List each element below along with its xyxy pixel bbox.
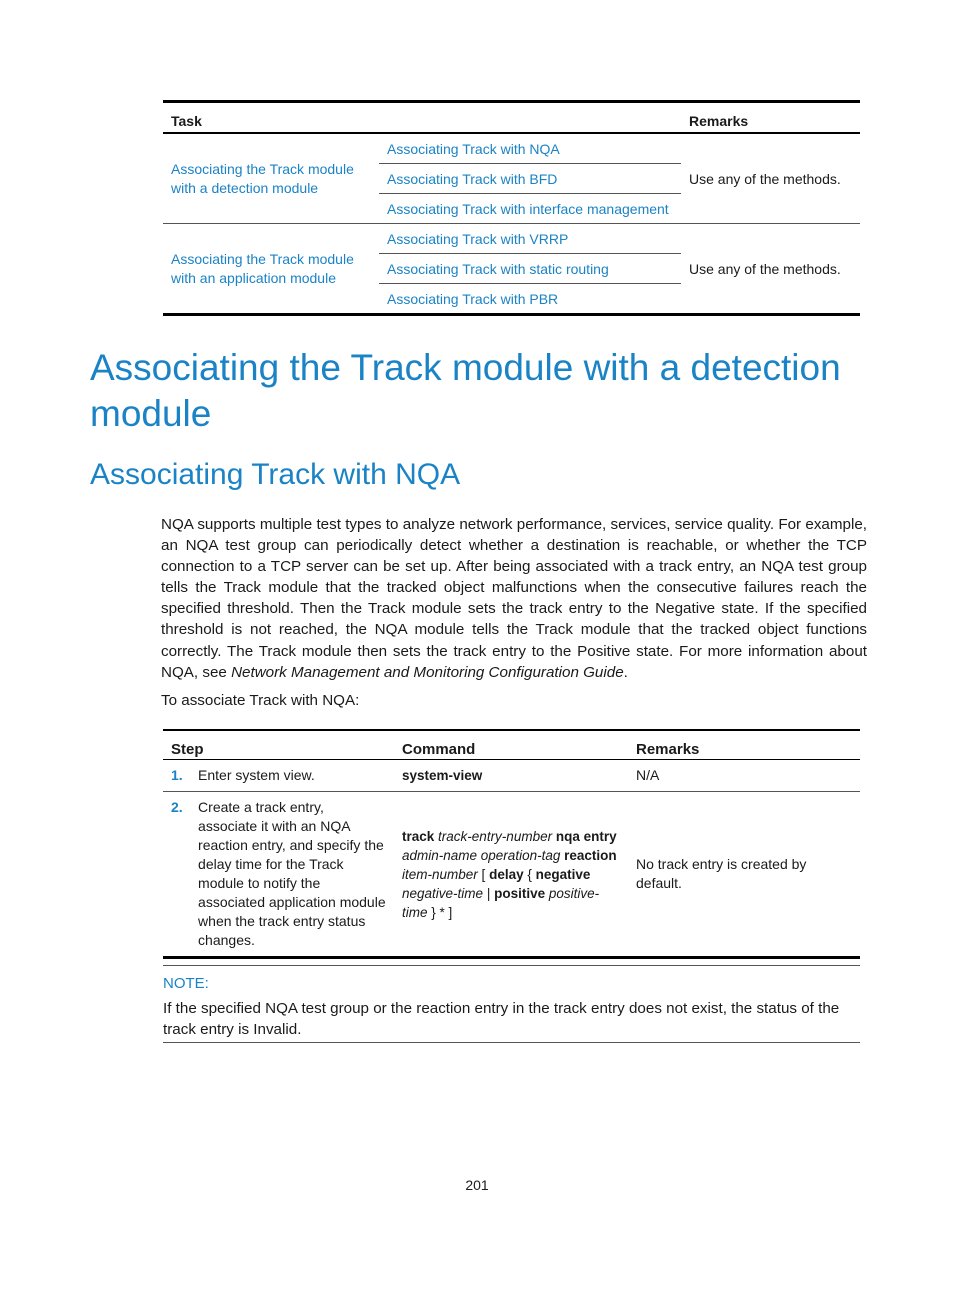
task-group	[163, 224, 860, 315]
task-link[interactable]: Associating the Track module with a detection module	[171, 160, 354, 196]
note-text: If the specified NQA test group or the reaction entry in the track entry does not exist, the status of the track entry is Invalid.	[163, 1000, 840, 1038]
subtask-link[interactable]: Associating Track with PBR	[387, 290, 559, 307]
remarks-cell: No track entry is created by default.	[636, 856, 807, 891]
remarks-cell: Use any of the methods.	[689, 260, 841, 277]
remarks-cell: N/A	[636, 767, 660, 783]
task-group	[163, 133, 860, 224]
step-description: Enter system view.	[198, 767, 315, 783]
subtask-link[interactable]: Associating Track with BFD	[387, 170, 558, 187]
header-command: Command	[402, 740, 476, 758]
table-row	[163, 792, 860, 958]
task-table	[163, 100, 860, 316]
task-link[interactable]: Associating the Track module with an application module	[171, 250, 354, 286]
note-label: NOTE:	[163, 975, 209, 992]
heading-1: Associating the Track module with a detection module	[90, 347, 841, 434]
subtask-link[interactable]: Associating Track with interface management	[387, 200, 669, 217]
table-row	[163, 760, 860, 792]
subtask-link[interactable]: Associating Track with VRRP	[387, 230, 569, 247]
header-task: Task	[171, 113, 202, 129]
step-table-header	[163, 730, 860, 760]
page-number: 201	[465, 1177, 489, 1193]
header-step: Step	[171, 740, 204, 758]
header-remarks: Remarks	[689, 113, 749, 129]
step-table	[163, 729, 860, 959]
subtask-link[interactable]: Associating Track with NQA	[387, 140, 560, 157]
intro-text: To associate Track with NQA:	[161, 692, 360, 709]
command-cell: system-view	[402, 768, 483, 783]
step-number: 1.	[171, 767, 183, 783]
heading-2: Associating Track with NQA	[90, 458, 461, 491]
subtask-link[interactable]: Associating Track with static routing	[387, 260, 609, 277]
command-cell: track track-entry-number nqa entry admin-name operation-tag reaction item-number [ delay { negative negative-time | positive positive-time } * ]	[402, 828, 617, 920]
task-table-header	[163, 102, 860, 134]
guide-title: Network Management and Monitoring Configuration Guide	[231, 663, 624, 681]
note-box	[163, 965, 860, 1043]
remarks-cell: Use any of the methods.	[689, 170, 841, 187]
header-remarks: Remarks	[636, 740, 700, 758]
body-paragraph: NQA supports multiple test types to analyze network performance, services, service quality. For example, an NQA test group can periodically detect whether a destination is reachable, or whether the TCP connection to a TCP server can be set up. After being associated with a track entry, an NQA test group tells the Track module that the tracked object malfunctions when the consecutive failures reach the specified threshold. Then the Track module sets the track entry to the Negative state. If the specified threshold is not reached, the NQA module tells the Track module that the tracked object functions correctly. The Track module then sets the track entry to the Positive state. For more information about NQA, see Network Management and Monitoring Configuration Guide.	[161, 516, 867, 681]
step-number: 2.	[171, 799, 183, 815]
step-description: Create a track entry, associate it with an NQA reaction entry, and specify the delay time for the Track module to notify the associated application module when the track entry status changes.	[198, 799, 386, 948]
